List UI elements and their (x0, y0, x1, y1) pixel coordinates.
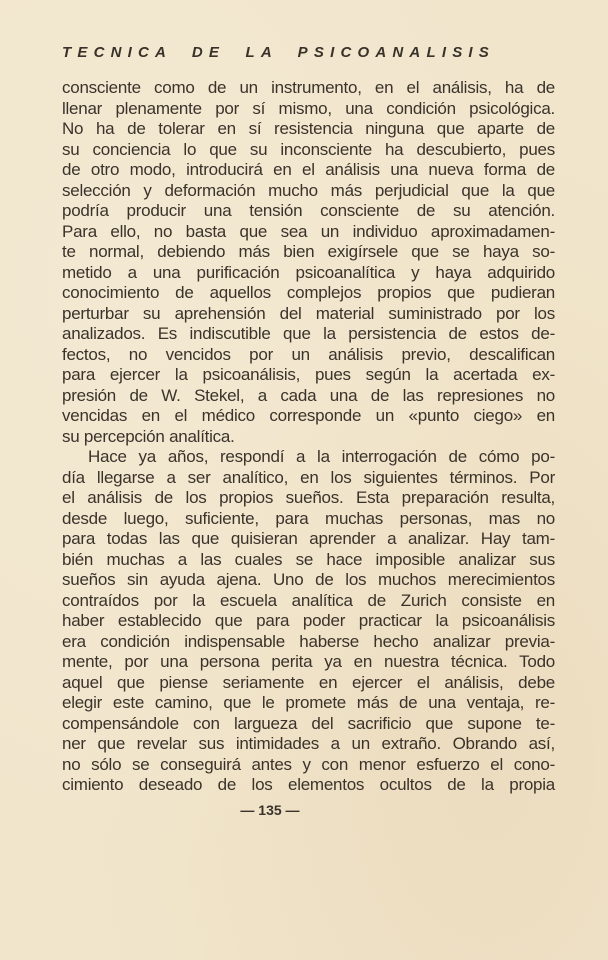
text-line: sueños sin ayuda ajena. Uno de los muchos merecimientos (62, 570, 555, 589)
text-line: metido a una purificación psicoanalítica y haya adquirido (62, 262, 555, 282)
text-line: fectos, no vencidos por un análisis previo, descalifican (62, 344, 555, 364)
text-line: podría producir una tensión consciente de su atención. (62, 201, 555, 220)
text-line: haber establecido que para poder practicar la psicoanálisis (62, 611, 555, 630)
body-text (62, 78, 555, 796)
paragraph (62, 78, 555, 447)
text-line: su percepción analítica. (62, 426, 235, 446)
text-line: era condición indispensable haberse hecho analizar previa- (62, 631, 555, 651)
text-line: su conciencia lo que su inconsciente ha descubierto, pues (62, 139, 555, 159)
text-line: Para ello, no basta que sea un individuo aproximadamen- (62, 221, 555, 241)
text-line: selección y deformación mucho más perjudicial que la que (62, 180, 555, 200)
text-line: cimiento deseado de los elementos ocultos de la propia (62, 775, 555, 794)
text-line: perturbar su aprehensión del material suministrado por los (62, 303, 555, 323)
text-line: No ha de tolerar en sí resistencia ninguna que aparte de (62, 119, 555, 138)
text-line: para ejercer la psicoanálisis, pues según la acertada ex- (62, 365, 555, 384)
text-line: conocimiento de aquellos complejos propios que pudieran (62, 283, 555, 302)
text-line: llenar plenamente por sí mismo, una condición psicológica. (62, 98, 555, 118)
text-line: contraídos por la escuela analítica de Zurich consiste en (62, 590, 555, 610)
running-header: TECNICA DE LA PSICOANALISIS (62, 44, 495, 61)
text-line: ner que revelar sus intimidades a un extraño. Obrando así, (62, 734, 555, 753)
text-line: el análisis de los propios sueños. Esta preparación resulta, (62, 488, 555, 507)
text-line: aquel que piense seriamente en ejercer el análisis, debe (62, 672, 555, 692)
page-number: — 135 — (240, 802, 300, 818)
text-line: no sólo se conseguirá antes y con menor esfuerzo el cono- (62, 754, 555, 774)
text-line: consciente como de un instrumento, en el análisis, ha de (62, 78, 555, 97)
text-line: día llegarse a ser analítico, en los siguientes términos. Por (62, 467, 555, 487)
text-line: te normal, debiendo más bien exigírsele que se haya so- (62, 242, 555, 261)
text-line: presión de W. Stekel, a cada una de las represiones no (62, 385, 555, 405)
text-line: compensándole con largueza del sacrificio que supone te- (62, 713, 555, 733)
text-line: vencidas en el médico corresponde un «punto ciego» en (62, 406, 555, 425)
text-line: mente, por una persona perita ya en nuestra técnica. Todo (62, 652, 555, 671)
text-line: para todas las que quisieran aprender a analizar. Hay tam- (62, 529, 555, 548)
paragraph (62, 447, 555, 796)
text-line: Hace ya años, respondí a la interrogación de cómo po- (88, 447, 555, 466)
text-line: analizados. Es indiscutible que la persistencia de estos de- (62, 324, 555, 343)
text-line: desde luego, suficiente, para muchas personas, mas no (62, 508, 555, 528)
text-line: elegir este camino, que le promete más de una ventaja, re- (62, 693, 555, 712)
text-line: bién muchas a las cuales se hace imposible analizar sus (62, 549, 555, 569)
text-line: de otro modo, introducirá en el análisis una nueva forma de (62, 160, 555, 179)
